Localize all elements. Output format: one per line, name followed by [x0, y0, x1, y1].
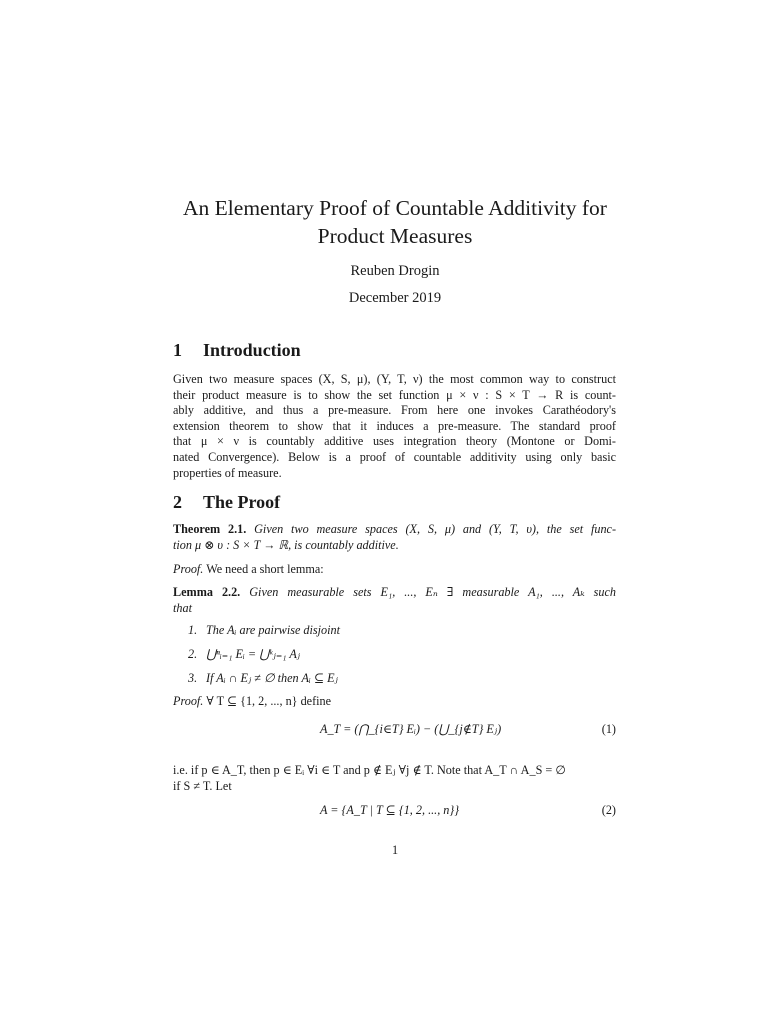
after-equation-paragraph	[173, 763, 616, 794]
intro-line: properties of measure.	[173, 465, 282, 480]
equation-1-formula: A_T = (⋂_{i∈T} Eᵢ) − (⋃_{j∉T} Eⱼ)	[320, 722, 502, 736]
intro-line: nated Convergence). Below is a proof of countable additivity using only basic	[173, 449, 616, 464]
proof-label: Proof.	[173, 562, 204, 576]
page-number: 1	[391, 843, 399, 857]
item-text: If Aᵢ ∩ Eⱼ ≠ ∅ then Aᵢ ⊆ Eⱼ	[206, 671, 338, 685]
intro-paragraph	[173, 372, 616, 481]
author: Reuben Drogin	[350, 263, 440, 279]
theorem-2-1	[173, 522, 616, 553]
intro-line: extension theorem to show that it induces a pre-measure. The standard proof	[173, 418, 616, 433]
item-number: 3.	[188, 671, 198, 685]
text-line: if S ≠ T. Let	[173, 778, 232, 793]
item-text: ⋃ⁿᵢ₌₁ Eᵢ = ⋃ᵏⱼ₌₁ Aⱼ	[206, 647, 300, 661]
paper-title	[150, 194, 640, 250]
theorem-text: tion μ ⊗ υ : S × T → ℝ, is countably additive.	[173, 537, 399, 552]
equation-tag: (1)	[601, 722, 616, 736]
text-line: i.e. if p ∈ A_T, then p ∈ Eᵢ ∀i ∈ T and p ∉ Eⱼ ∀j ∉ T. Note that A_T ∩ A_S = ∅	[173, 763, 566, 777]
title-line-1: An Elementary Proof of Countable Additivity for	[183, 196, 607, 220]
item-number: 1.	[188, 623, 198, 637]
equation-1	[173, 722, 616, 756]
section-title: The Proof	[203, 492, 281, 512]
theorem-text: Given two measure spaces (X, S, μ) and (Y, T, υ), the set func-	[254, 522, 616, 536]
title-line-2: Product Measures	[317, 224, 473, 248]
proof-text: ∀ T ⊆ {1, 2, ..., n} define	[206, 694, 332, 708]
intro-line: ably additive, and thus a pre-measure. From here one invokes Carathéodory's	[173, 403, 616, 418]
section-title: Introduction	[203, 340, 301, 360]
lemma-2-2	[173, 585, 616, 616]
intro-line: their product measure is to show the set function μ × ν : S × T → R is count-	[173, 387, 616, 402]
item-text: The Aᵢ are pairwise disjoint	[206, 623, 340, 637]
section-1-heading	[173, 340, 301, 361]
section-number: 2	[173, 492, 182, 512]
proof-intro	[173, 562, 616, 578]
lemma-item	[188, 671, 338, 686]
proof-label: Proof.	[173, 694, 204, 708]
proof-lemma	[173, 694, 616, 710]
lemma-item	[188, 623, 340, 638]
lemma-text: Given measurable sets E₁, ..., Eₙ ∃ measurable A₁, ..., Aₖ such	[249, 585, 617, 599]
lemma-item	[188, 647, 300, 662]
equation-tag: (2)	[601, 803, 616, 817]
intro-line: Given two measure spaces (X, S, μ), (Y, T, ν) the most common way to construct	[173, 372, 616, 386]
lemma-text: that	[173, 600, 192, 615]
intro-line: that μ × ν is countably additive uses integration theory (Montone or Domi-	[173, 434, 616, 449]
item-number: 2.	[188, 647, 198, 661]
equation-2-formula: A = {A_T | T ⊆ {1, 2, ..., n}}	[320, 803, 460, 817]
date: December 2019	[348, 290, 442, 306]
section-number: 1	[173, 340, 182, 360]
proof-text: We need a short lemma:	[206, 562, 324, 576]
theorem-label: Theorem 2.1.	[173, 522, 247, 536]
lemma-label: Lemma 2.2.	[173, 585, 241, 599]
section-2-heading	[173, 492, 280, 513]
